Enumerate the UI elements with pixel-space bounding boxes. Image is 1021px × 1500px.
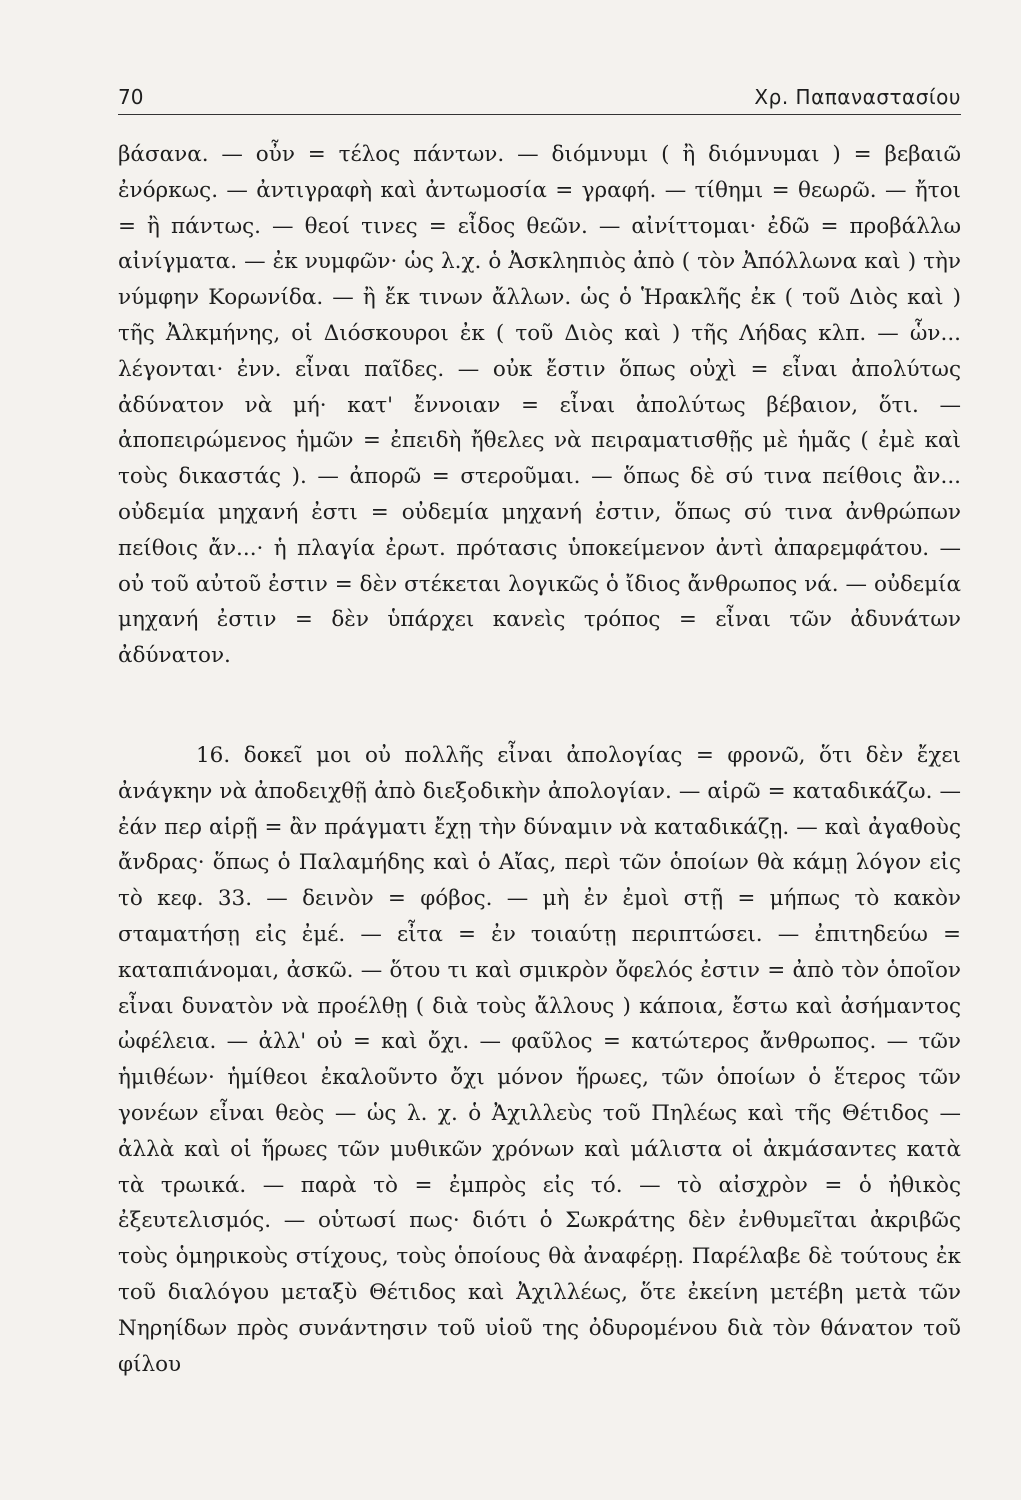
paragraph-text: 16. δοκεῖ μοι οὐ πολλῆς εἶναι ἀπολογίας = φρονῶ, ὅτι δὲν ἔχει ἀνάγκην νὰ ἀποδειχθῇ ἀπὸ διεξοδικὴν ἀπολογίαν. — αἱρῶ = καταδικάζω. — ἐάν περ αἱρῇ = ἂν πράγματι ἔχῃ τὴν δύναμιν νὰ καταδικάζῃ. — καὶ ἀγαθοὺς ἄνδρας· ὅπως ὁ Παλαμήδης καὶ ὁ Αἴας, περὶ τῶν ὁποίων θὰ κάμῃ λόγον εἰς τὸ κεφ. 33. — δεινὸν = φόβος. — μὴ ἐν ἐμοὶ στῇ = μήπως τὸ κακὸν σταματήσῃ εἰς ἐμέ. — εἶτα = ἐν τοιαύτῃ περιπτώσει. — ἐπιτηδεύω = καταπιάνομαι, ἀσκῶ. — ὅτου τι καὶ σμικρὸν ὄφελός ἐστιν = ἀπὸ τὸν ὁποῖον εἶναι δυνατὸν νὰ προέλθῃ ( διὰ τοὺς ἄλλους ) κάποια, ἔστω καὶ ἀσήμαντος ὠφέλεια. — ἀλλ' οὐ = καὶ ὄχι. — φαῦλος = κατώτερος ἄνθρωπος. — τῶν ἡμιθέων· ἡμίθεοι ἐκαλοῦντο ὄχι μόνον ἥρωες, τῶν ὁποίων ὁ ἕτερος τῶν γονέων εἶναι θεὸς — ὡς λ. χ. ὁ Ἀχιλλεὺς τοῦ Πηλέως καὶ τῆς Θέτιδος — ἀλλὰ καὶ οἱ ἥρωες τῶν μυθικῶν χρόνων καὶ μάλιστα οἱ ἀκμάσαντες κατὰ τὰ τρωικά. — παρὰ τὸ = ἐμπρὸς εἰς τό. — τὸ αἰσχρὸν = ὁ ἠθικὸς ἐξευτελισμός. — οὑτωσί πως· διότι ὁ Σωκράτης δὲν ἐνθυμεῖται ἀκριβῶς τοὺς ὁμηρικοὺς στίχους, τοὺς ὁποίους θὰ ἀναφέρῃ. Παρέλαβε δὲ τούτους ἐκ τοῦ διαλόγου μεταξὺ Θέτιδος καὶ Ἀχιλλέως, ὅτε ἐκείνη μετέβη μετὰ τῶν Νηρηίδων πρὸς συνάντησιν τοῦ υἱοῦ της ὀδυρομένου διὰ τὸν θάνατον τοῦ φίλου <box>118 743 961 1377</box>
page-header <box>118 80 961 115</box>
paragraph-text: βάσανα. — οὖν = τέλος πάντων. — διόμνυμι ( ἢ διόμνυμαι ) = βεβαιῶ ἐνόρκως. — ἀντιγραφὴ καὶ ἀντωμοσία = γραφή. — τίθημι = θεωρῶ. — ἤτοι = ἢ πάντως. — θεοί τινες = εἶδος θεῶν. — αἰνίττομαι· ἐδῶ = προβάλλω αἰνίγματα. — ἐκ νυμφῶν· ὡς λ.χ. ὁ Ἀσκληπιὸς ἀπὸ ( τὸν Ἀπόλλωνα καὶ ) τὴν νύμφην Κορωνίδα. — ἢ ἔκ τινων ἄλλων. ὡς ὁ Ἡρακλῆς ἐκ ( τοῦ Διὸς καὶ ) τῆς Ἀλκμήνης, οἱ Διόσκουροι ἐκ ( τοῦ Διὸς καὶ ) τῆς Λήδας κλπ. — ὧν... λέγονται· ἐνν. εἶναι παῖδες. — οὐκ ἔστιν ὅπως οὐχὶ = εἶναι ἀπολύτως ἀδύνατον νὰ μή· κατ' ἔννοιαν = εἶναι ἀπολύτως βέβαιον, ὅτι. — ἀποπειρώμενος ἡμῶν = ἐπειδὴ ἤθελες νὰ πειραματισθῇς μὲ ἡμᾶς ( ἐμὲ καὶ τοὺς δικαστάς ). — ἀπορῶ = στεροῦμαι. — ὅπως δὲ σύ τινα πείθοις ἂν... οὐδεμία μηχανή ἐστι = οὐδεμία μηχανή ἐστιν, ὅπως σύ τινα ἀνθρώπων πείθοις ἄν...· ἡ πλαγία ἐρωτ. πρότασις ὑποκείμενον ἀντὶ ἀπαρεμφάτου. — οὐ τοῦ αὐτοῦ ἐστιν = δὲν στέκεται λογικῶς ὁ ἴδιος ἄνθρωπος νά. — οὐδεμία μηχανή ἐστιν = δὲν ὑπάρχει κανεὶς τρόπος = εἶναι τῶν ἀδυνάτων ἀδύνατον. <box>118 142 961 669</box>
commentary-paragraph-1 <box>118 137 961 674</box>
commentary-paragraph-16 <box>118 738 961 1382</box>
running-title: Χρ. Παπαναστασίου <box>754 85 961 109</box>
page-number: 70 <box>118 85 144 109</box>
